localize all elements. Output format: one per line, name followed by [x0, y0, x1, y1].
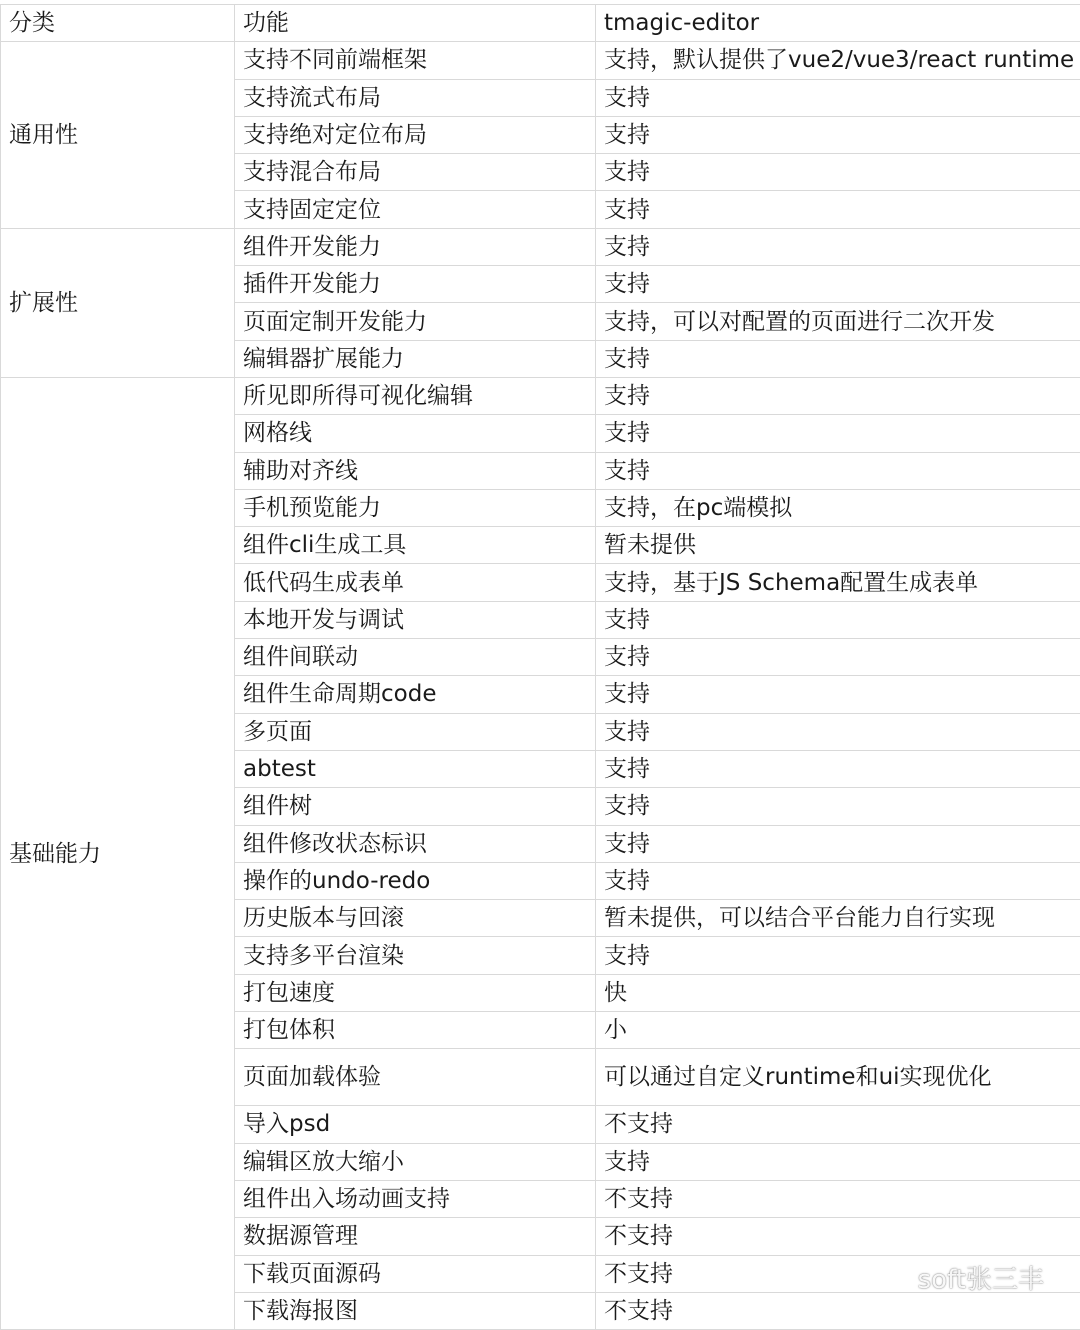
support-cell: 支持 [596, 713, 1080, 750]
support-cell: 支持 [596, 154, 1080, 191]
support-cell: 支持 [596, 937, 1080, 974]
support-cell: 支持 [596, 377, 1080, 414]
feature-cell: 组件树 [235, 788, 596, 825]
support-cell: 支持，基于JS Schema配置生成表单 [596, 564, 1080, 601]
support-cell: 支持 [596, 601, 1080, 638]
support-cell: 支持 [596, 452, 1080, 489]
support-cell: 支持 [596, 79, 1080, 116]
watermark-text: soft张三丰 [917, 1265, 1044, 1295]
support-cell: 暂未提供，可以结合平台能力自行实现 [596, 900, 1080, 937]
feature-cell: 支持不同前端框架 [235, 42, 596, 79]
header-tool: tmagic-editor [596, 5, 1080, 42]
support-cell: 不支持 [596, 1292, 1080, 1329]
feature-cell: 支持固定定位 [235, 191, 596, 228]
support-cell: 不支持 [596, 1255, 1080, 1292]
support-cell: 支持 [596, 676, 1080, 713]
support-cell: 支持 [596, 116, 1080, 153]
feature-cell: 操作的undo-redo [235, 862, 596, 899]
feature-cell: 支持多平台渲染 [235, 937, 596, 974]
feature-cell: 支持混合布局 [235, 154, 596, 191]
feature-cell: 所见即所得可视化编辑 [235, 377, 596, 414]
category-cell: 扩展性 [1, 228, 235, 377]
feature-cell: 打包体积 [235, 1012, 596, 1049]
category-cell: 基础能力 [1, 377, 235, 1329]
feature-cell: 低代码生成表单 [235, 564, 596, 601]
support-cell: 不支持 [596, 1218, 1080, 1255]
comparison-table [0, 4, 1080, 1330]
feature-cell: 组件开发能力 [235, 228, 596, 265]
category-cell: 通用性 [1, 42, 235, 228]
support-cell: 支持 [596, 750, 1080, 787]
feature-cell: 编辑器扩展能力 [235, 340, 596, 377]
support-cell: 支持 [596, 639, 1080, 676]
support-cell: 支持 [596, 788, 1080, 825]
table-row [1, 228, 1080, 265]
feature-cell: 打包速度 [235, 974, 596, 1011]
feature-cell: 下载海报图 [235, 1292, 596, 1329]
feature-cell: 多页面 [235, 713, 596, 750]
feature-cell: 组件cli生成工具 [235, 527, 596, 564]
feature-cell: 编辑区放大缩小 [235, 1143, 596, 1180]
support-cell: 支持 [596, 266, 1080, 303]
feature-cell: 插件开发能力 [235, 266, 596, 303]
table-row [1, 377, 1080, 414]
support-cell: 支持，默认提供了vue2/vue3/react runtime [596, 42, 1080, 79]
feature-cell: 导入psd [235, 1106, 596, 1143]
support-cell: 不支持 [596, 1106, 1080, 1143]
support-cell: 支持 [596, 1143, 1080, 1180]
support-cell: 支持，在pc端模拟 [596, 489, 1080, 526]
wechat-icon [870, 1261, 912, 1295]
header-category: 分类 [1, 5, 235, 42]
header-row [1, 5, 1080, 42]
feature-cell: 手机预览能力 [235, 489, 596, 526]
support-cell: 支持 [596, 415, 1080, 452]
feature-cell: 组件修改状态标识 [235, 825, 596, 862]
support-cell: 可以通过自定义runtime和ui实现优化 [596, 1049, 1080, 1106]
support-cell: 不支持 [596, 1180, 1080, 1217]
support-cell: 小 [596, 1012, 1080, 1049]
feature-cell: 页面定制开发能力 [235, 303, 596, 340]
feature-cell: 历史版本与回滚 [235, 900, 596, 937]
header-feature: 功能 [235, 5, 596, 42]
feature-cell: 本地开发与调试 [235, 601, 596, 638]
support-cell: 支持 [596, 228, 1080, 265]
feature-cell: 辅助对齐线 [235, 452, 596, 489]
feature-cell: 网格线 [235, 415, 596, 452]
feature-cell: 支持绝对定位布局 [235, 116, 596, 153]
watermark [870, 1259, 1044, 1296]
support-cell: 支持 [596, 862, 1080, 899]
support-cell: 支持 [596, 340, 1080, 377]
support-cell: 支持 [596, 191, 1080, 228]
table-row [1, 42, 1080, 79]
feature-cell: 组件出入场动画支持 [235, 1180, 596, 1217]
feature-cell: 组件间联动 [235, 639, 596, 676]
feature-cell: abtest [235, 750, 596, 787]
feature-cell: 组件生命周期code [235, 676, 596, 713]
feature-cell: 支持流式布局 [235, 79, 596, 116]
feature-cell: 页面加载体验 [235, 1049, 596, 1106]
support-cell: 支持 [596, 825, 1080, 862]
support-cell: 快 [596, 974, 1080, 1011]
feature-cell: 数据源管理 [235, 1218, 596, 1255]
feature-cell: 下载页面源码 [235, 1255, 596, 1292]
support-cell: 支持，可以对配置的页面进行二次开发 [596, 303, 1080, 340]
support-cell: 暂未提供 [596, 527, 1080, 564]
